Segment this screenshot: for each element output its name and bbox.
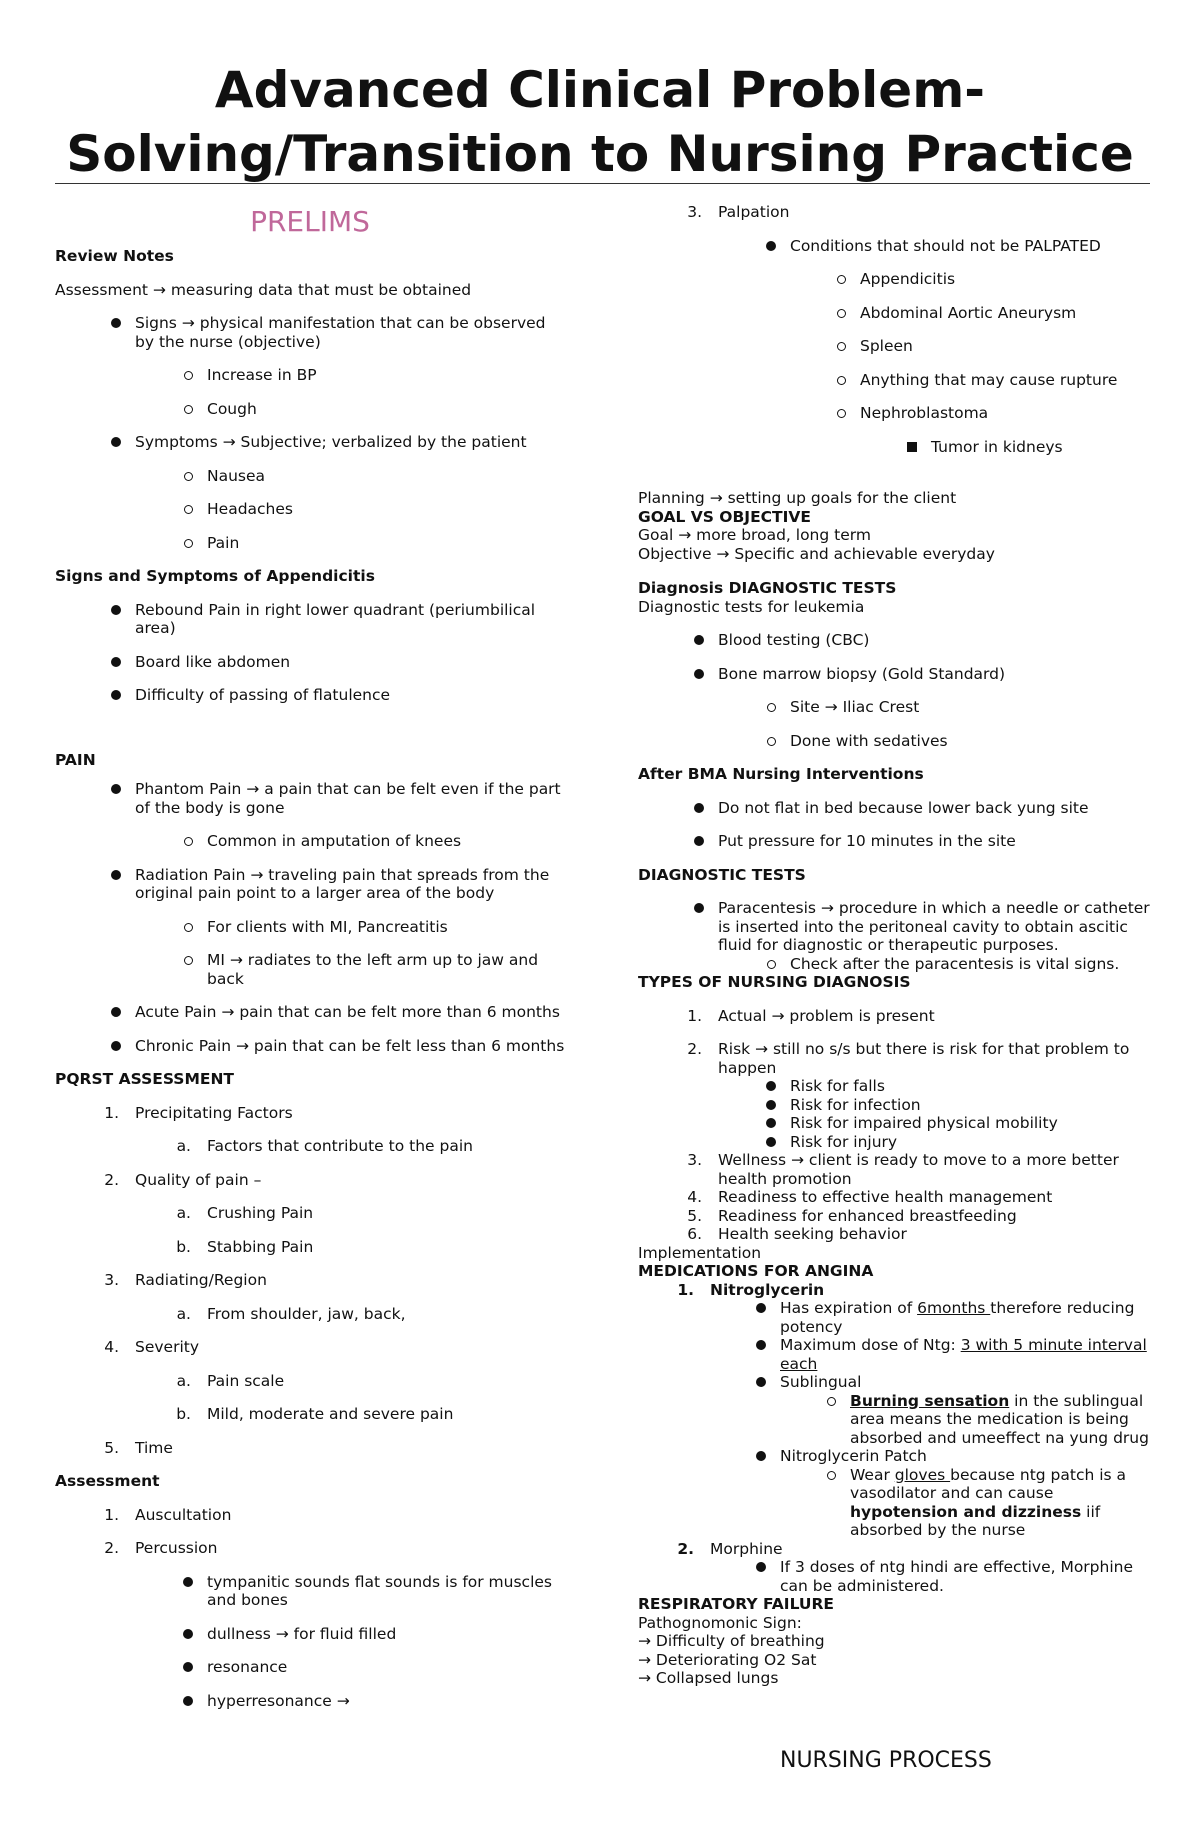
list-item: 2. Percussion	[104, 1539, 218, 1557]
list-item: 3. Palpation	[687, 203, 790, 221]
goal-text: Goal → more broad, long term	[638, 526, 871, 544]
list-item: Nephroblastoma	[860, 404, 1158, 423]
list-item: b. Mild, moderate and severe pain	[176, 1405, 454, 1423]
list-item: resonance	[207, 1658, 565, 1677]
list-item: Board like abdomen	[135, 653, 565, 672]
list-item: 6. Health seeking behavior	[687, 1225, 907, 1243]
circle-bullet-icon	[184, 472, 193, 481]
prelims-heading: PRELIMS	[250, 205, 370, 238]
circle-bullet-icon	[767, 703, 776, 712]
square-bullet-icon	[907, 442, 917, 452]
bullet-icon	[111, 437, 121, 447]
bullet-icon	[183, 1662, 193, 1672]
list-item: Chronic Pain → pain that can be felt less than 6 months	[135, 1037, 565, 1056]
list-item: 1. Actual → problem is present	[687, 1006, 935, 1025]
goal-vs-objective-heading: GOAL VS OBJECTIVE	[638, 507, 811, 526]
bullet-icon	[111, 784, 121, 794]
list-item: a. Crushing Pain	[176, 1204, 314, 1222]
list-item: 1. Nitroglycerin	[677, 1280, 825, 1299]
diagnosis-text: Diagnostic tests for leukemia	[638, 597, 865, 616]
list-item: a. Pain scale	[176, 1371, 285, 1390]
bullet-icon	[756, 1303, 766, 1313]
circle-bullet-icon	[184, 923, 193, 932]
assessment-heading: Assessment	[55, 1472, 160, 1490]
list-item: If 3 doses of ntg hindi are effective, Morphine can be administered.	[780, 1558, 1158, 1595]
circle-bullet-icon	[184, 371, 193, 380]
circle-bullet-icon	[767, 737, 776, 746]
pathognomonic-label: Pathognomonic Sign:	[638, 1613, 802, 1632]
implementation-text: Implementation	[638, 1243, 762, 1262]
list-item: Symptoms → Subjective; verbalized by the patient	[135, 433, 565, 452]
circle-bullet-icon	[837, 409, 846, 418]
bullet-icon	[766, 241, 776, 251]
list-item: Nitroglycerin Patch	[780, 1447, 1158, 1466]
bullet-icon	[183, 1629, 193, 1639]
list-item: tympanitic sounds flat sounds is for muscles and bones	[207, 1573, 565, 1610]
medications-heading: MEDICATIONS FOR ANGINA	[638, 1262, 874, 1280]
list-item: Risk for impaired physical mobility	[790, 1114, 1158, 1133]
list-item: Tumor in kidneys	[931, 438, 1158, 457]
bullet-icon	[756, 1562, 766, 1572]
list-item: 1. Precipitating Factors	[104, 1103, 293, 1122]
pain-heading: PAIN	[55, 750, 96, 769]
nursing-process-heading: NURSING PROCESS	[780, 1748, 992, 1773]
circle-bullet-icon	[184, 956, 193, 965]
bullet-icon	[111, 870, 121, 880]
list-item: For clients with MI, Pancreatitis	[207, 918, 565, 937]
bullet-icon	[756, 1377, 766, 1387]
list-item: dullness → for fluid filled	[207, 1625, 565, 1644]
list-item: Radiation Pain → traveling pain that spreads from the original pain point to a larger area of the body	[135, 866, 565, 903]
list-item: Risk for falls	[790, 1077, 1158, 1096]
list-item: Increase in BP	[207, 366, 565, 385]
bullet-icon	[111, 1041, 121, 1051]
list-item: b. Stabbing Pain	[176, 1237, 314, 1256]
circle-bullet-icon	[184, 837, 193, 846]
list-item: Put pressure for 10 minutes in the site	[718, 832, 1158, 851]
list-item: Sublingual	[780, 1373, 1158, 1392]
bullet-icon	[766, 1137, 776, 1147]
right-column	[638, 203, 1158, 1688]
list-item: Done with sedatives	[790, 732, 1158, 751]
bullet-icon	[183, 1696, 193, 1706]
list-item: Blood testing (CBC)	[718, 631, 1158, 650]
list-item: 5. Readiness for enhanced breastfeeding	[687, 1206, 1017, 1225]
list-item: 4. Readiness to effective health management	[687, 1188, 1053, 1206]
list-item: Maximum dose of Ntg: 3 with 5 minute interval each	[780, 1336, 1158, 1373]
circle-bullet-icon	[184, 405, 193, 414]
bullet-icon	[766, 1118, 776, 1128]
list-item: Rebound Pain in right lower quadrant (periumbilical area)	[135, 601, 565, 638]
list-item: Common in amputation of knees	[207, 832, 565, 851]
list-item: 2. Risk → still no s/s but there is risk for that problem to happen	[687, 1040, 1130, 1077]
pathognomonic-item: → Collapsed lungs	[638, 1669, 779, 1687]
bullet-icon	[694, 635, 704, 645]
title-line-1: Advanced Clinical Problem-	[214, 61, 986, 119]
list-item: 4. Severity	[104, 1338, 200, 1356]
bullet-icon	[183, 1577, 193, 1587]
list-item: Paracentesis → procedure in which a needle or catheter is inserted into the peritoneal cavity to obtain ascitic fluid for diagnostic or therapeutic purposes.	[718, 899, 1158, 955]
list-item: hyperresonance →	[207, 1692, 565, 1711]
bullet-icon	[111, 690, 121, 700]
list-item: Cough	[207, 400, 565, 419]
bullet-icon	[756, 1451, 766, 1461]
list-item: Do not flat in bed because lower back yung site	[718, 799, 1158, 818]
list-item: Nausea	[207, 467, 565, 486]
after-bma-heading: After BMA Nursing Interventions	[638, 765, 924, 783]
list-item: Bone marrow biopsy (Gold Standard)	[718, 665, 1158, 684]
circle-bullet-icon	[827, 1397, 836, 1406]
list-item: Signs → physical manifestation that can be observed by the nurse (objective)	[135, 314, 565, 351]
list-item: Acute Pain → pain that can be felt more than 6 months	[135, 1003, 565, 1022]
review-notes-heading: Review Notes	[55, 247, 174, 265]
list-item: Wear gloves because ntg patch is a vasodilator and can cause hypotension and dizziness iif absorbed by the nurse	[850, 1466, 1158, 1540]
circle-bullet-icon	[184, 539, 193, 548]
list-item: Risk for injury	[790, 1133, 1158, 1152]
bullet-icon	[766, 1081, 776, 1091]
assessment-definition: Assessment → measuring data that must be obtained	[55, 280, 472, 299]
list-item: 3. Radiating/Region	[104, 1271, 267, 1289]
objective-text: Objective → Specific and achievable everyday	[638, 544, 995, 563]
bullet-icon	[694, 903, 704, 913]
bullet-icon	[694, 836, 704, 846]
list-item: Abdominal Aortic Aneurysm	[860, 304, 1158, 323]
circle-bullet-icon	[827, 1471, 836, 1480]
list-item: a. From shoulder, jaw, back,	[176, 1304, 406, 1323]
list-item: a. Factors that contribute to the pain	[176, 1137, 473, 1155]
list-item: Burning sensation in the sublingual area means the medication is being absorbed and umeeffect na yung drug	[850, 1392, 1158, 1448]
list-item: Has expiration of 6months therefore reducing potency	[780, 1299, 1158, 1336]
planning-text: Planning → setting up goals for the client	[638, 489, 957, 507]
document-title	[0, 58, 1200, 186]
types-heading: TYPES OF NURSING DIAGNOSIS	[638, 973, 911, 991]
list-item: 5. Time	[104, 1438, 173, 1457]
bullet-icon	[111, 657, 121, 667]
list-item: 1. Auscultation	[104, 1505, 232, 1524]
circle-bullet-icon	[837, 309, 846, 318]
list-item: Pain	[207, 534, 565, 553]
list-item: Check after the paracentesis is vital signs.	[790, 955, 1158, 974]
list-item: 3. Wellness → client is ready to move to a more better health promotion	[687, 1151, 1119, 1188]
pathognomonic-item: → Deteriorating O2 Sat	[638, 1650, 817, 1669]
bullet-icon	[694, 803, 704, 813]
list-item: Risk for infection	[790, 1096, 1158, 1115]
bullet-icon	[111, 1007, 121, 1017]
pqrst-heading: PQRST ASSESSMENT	[55, 1070, 235, 1088]
list-item: Difficulty of passing of flatulence	[135, 686, 565, 705]
diagnostic-tests-heading: DIAGNOSTIC TESTS	[638, 865, 806, 884]
list-item: Conditions that should not be PALPATED	[790, 237, 1158, 256]
list-item: Spleen	[860, 337, 1158, 356]
title-divider	[55, 183, 1150, 184]
circle-bullet-icon	[837, 275, 846, 284]
bullet-icon	[111, 605, 121, 615]
list-item: Appendicitis	[860, 270, 1158, 289]
respiratory-failure-heading: RESPIRATORY FAILURE	[638, 1595, 835, 1613]
circle-bullet-icon	[767, 960, 776, 969]
left-column	[55, 200, 565, 1710]
bullet-icon	[111, 318, 121, 328]
bullet-icon	[694, 669, 704, 679]
list-item: 2. Morphine	[677, 1539, 783, 1558]
pqrst-list	[55, 1104, 565, 1458]
pathognomonic-item: → Difficulty of breathing	[638, 1632, 825, 1650]
title-line-2: Solving/Transition to Nursing Practice	[66, 125, 1134, 183]
list-item: 2. Quality of pain –	[104, 1170, 262, 1189]
appendicitis-heading: Signs and Symptoms of Appendicitis	[55, 567, 375, 585]
circle-bullet-icon	[837, 376, 846, 385]
list-item: MI → radiates to the left arm up to jaw and back	[207, 951, 565, 988]
circle-bullet-icon	[837, 342, 846, 351]
list-item: Site → Iliac Crest	[790, 698, 1158, 717]
list-item: Headaches	[207, 500, 565, 519]
bullet-icon	[766, 1100, 776, 1110]
diagnosis-heading: Diagnosis DIAGNOSTIC TESTS	[638, 579, 897, 597]
list-item: Anything that may cause rupture	[860, 371, 1158, 390]
circle-bullet-icon	[184, 505, 193, 514]
list-item: Phantom Pain → a pain that can be felt even if the part of the body is gone	[135, 780, 565, 817]
bullet-icon	[756, 1340, 766, 1350]
